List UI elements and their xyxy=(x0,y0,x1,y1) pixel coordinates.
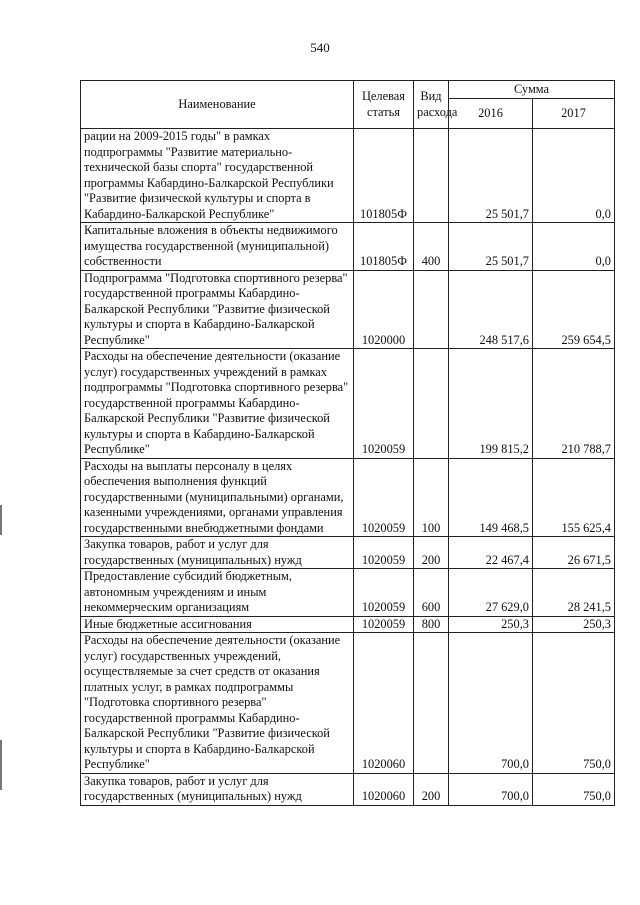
row-target-code: 1020059 xyxy=(354,616,414,633)
table-row xyxy=(81,569,615,617)
row-sum-2017: 28 241,5 xyxy=(533,569,615,617)
row-target-code: 101805Ф xyxy=(354,223,414,271)
row-sum-2016: 199 815,2 xyxy=(449,349,533,459)
row-name: Расходы на выплаты персоналу в целях обеспечения выполнения функций государственными (муниципальными) органами, казенными учреждениями, органами управления государственными внебюджетными фондами xyxy=(81,458,354,537)
row-sum-2017: 750,0 xyxy=(533,633,615,774)
row-target-code: 1020059 xyxy=(354,349,414,459)
row-sum-2017: 0,0 xyxy=(533,223,615,271)
page-number: 540 xyxy=(310,40,330,55)
row-sum-2017: 155 625,4 xyxy=(533,458,615,537)
budget-table xyxy=(80,80,615,806)
row-target-code: 1020000 xyxy=(354,270,414,349)
row-target-code: 1020059 xyxy=(354,458,414,537)
row-sum-2016: 250,3 xyxy=(449,616,533,633)
row-expense-kind xyxy=(414,129,449,223)
table-row xyxy=(81,633,615,774)
row-sum-2016: 700,0 xyxy=(449,773,533,805)
row-name: Закупка товаров, работ и услуг для государственных (муниципальных) нужд xyxy=(81,537,354,569)
row-expense-kind: 100 xyxy=(414,458,449,537)
row-expense-kind xyxy=(414,633,449,774)
row-sum-2016: 22 467,4 xyxy=(449,537,533,569)
table-row xyxy=(81,270,615,349)
row-target-code: 1020060 xyxy=(354,773,414,805)
row-name: Закупка товаров, работ и услуг для государственных (муниципальных) нужд xyxy=(81,773,354,805)
row-name: Капитальные вложения в объекты недвижимого имущества государственной (муниципальной) собственности xyxy=(81,223,354,271)
table-row xyxy=(81,537,615,569)
row-sum-2016: 27 629,0 xyxy=(449,569,533,617)
row-expense-kind: 200 xyxy=(414,773,449,805)
row-sum-2016: 25 501,7 xyxy=(449,129,533,223)
row-target-code: 1020059 xyxy=(354,537,414,569)
row-expense-kind xyxy=(414,270,449,349)
row-name: Расходы на обеспечение деятельности (оказание услуг) государственных учреждений в рамках подпрограммы "Подготовка спортивного резерва" государственной программы Кабардино-Балкарской Республики "Развитие физической культуры и спорта в Кабардино-Балкарской Республике" xyxy=(81,349,354,459)
row-target-code: 101805Ф xyxy=(354,129,414,223)
row-sum-2016: 25 501,7 xyxy=(449,223,533,271)
row-expense-kind: 400 xyxy=(414,223,449,271)
table-row xyxy=(81,458,615,537)
row-expense-kind: 800 xyxy=(414,616,449,633)
header-year-2016: 2016 xyxy=(449,99,533,129)
header-sum: Сумма xyxy=(449,81,615,99)
binding-mark-bottom xyxy=(0,740,2,790)
row-sum-2016: 700,0 xyxy=(449,633,533,774)
row-name: Предоставление субсидий бюджетным, автономным учреждениям и иным некоммерческим организациям xyxy=(81,569,354,617)
header-year-2017: 2017 xyxy=(533,99,615,129)
row-name: Иные бюджетные ассигнования xyxy=(81,616,354,633)
row-sum-2017: 210 788,7 xyxy=(533,349,615,459)
header-name: Наименование xyxy=(81,81,354,129)
row-sum-2017: 250,3 xyxy=(533,616,615,633)
row-sum-2017: 26 671,5 xyxy=(533,537,615,569)
row-name: Подпрограмма "Подготовка спортивного резерва" государственной программы Кабардино-Балкарской Республики "Развитие физической культуры и спорта в Кабардино-Балкарской Республике" xyxy=(81,270,354,349)
table-row xyxy=(81,616,615,633)
row-expense-kind: 600 xyxy=(414,569,449,617)
table-row xyxy=(81,223,615,271)
row-target-code: 1020060 xyxy=(354,633,414,774)
header-target: Целевая статья xyxy=(354,81,414,129)
row-sum-2016: 149 468,5 xyxy=(449,458,533,537)
row-sum-2016: 248 517,6 xyxy=(449,270,533,349)
row-sum-2017: 0,0 xyxy=(533,129,615,223)
table-row xyxy=(81,773,615,805)
binding-mark-top xyxy=(0,505,2,535)
row-name: Расходы на обеспечение деятельности (оказание услуг) государственных учреждений, осуществляемые за счет средств от оказания платных услуг, в рамках подпрограммы "Подготовка спортивного резерва" государственной программы Кабардино-Балкарской Республики "Развитие физической культуры и спорта в Кабардино-Балкарской Республике" xyxy=(81,633,354,774)
row-sum-2017: 259 654,5 xyxy=(533,270,615,349)
table-row xyxy=(81,129,615,223)
row-sum-2017: 750,0 xyxy=(533,773,615,805)
row-name: рации на 2009-2015 годы" в рамках подпрограммы "Развитие материально-технической базы спорта" государственной программы Кабардино-Балкарской Республики "Развитие физической культуры и спорта в Кабардино-Балкарской Республике" xyxy=(81,129,354,223)
header-kind: Вид расхода xyxy=(414,81,449,129)
table-row xyxy=(81,349,615,459)
row-expense-kind: 200 xyxy=(414,537,449,569)
row-expense-kind xyxy=(414,349,449,459)
row-target-code: 1020059 xyxy=(354,569,414,617)
